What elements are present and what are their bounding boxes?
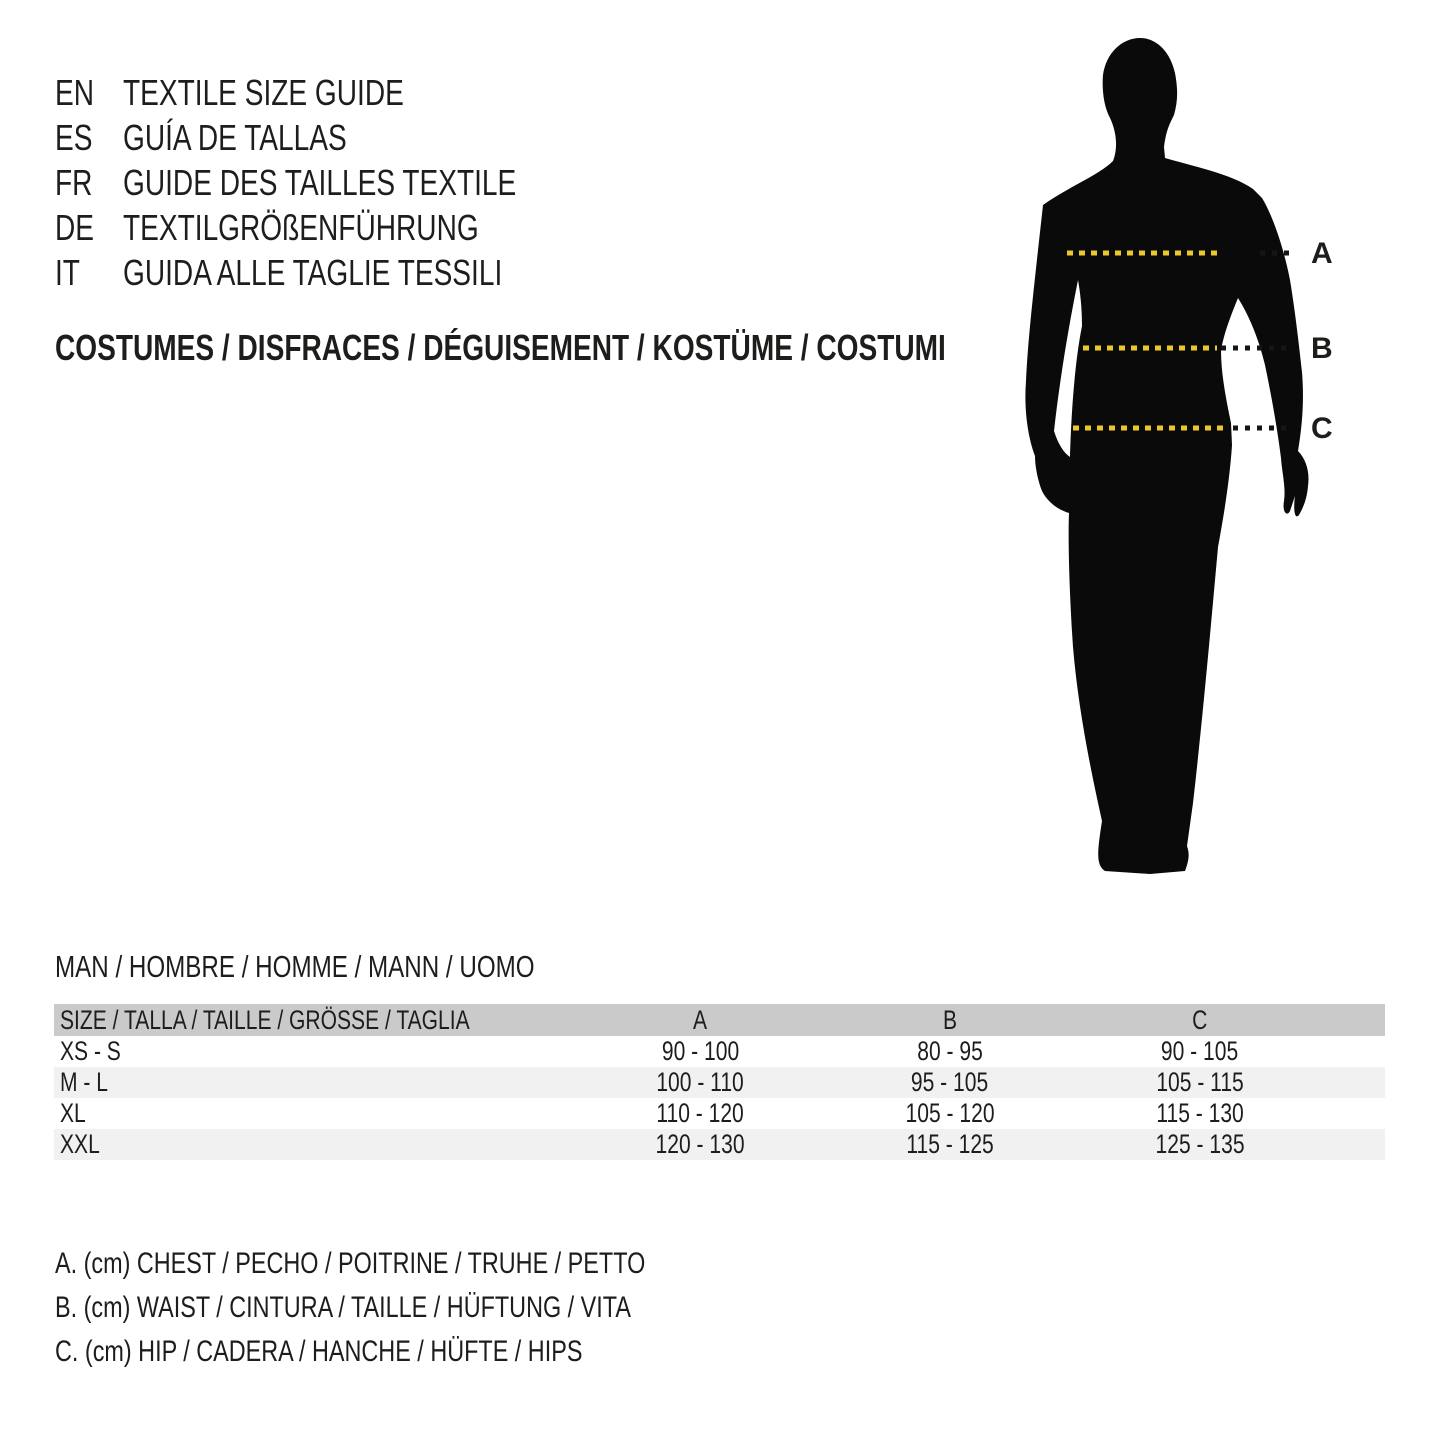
column-header-c: C (1192, 1005, 1208, 1035)
legend-line-waist: B. (cm) WAIST / CINTURA / TAILLE / HÜFTUNG / VITA (55, 1291, 631, 1324)
male-figure-diagram (990, 25, 1340, 905)
waist-range-cell: 115 - 125 (906, 1129, 994, 1159)
language-title-list (55, 70, 627, 295)
measurement-legend (55, 1242, 812, 1374)
legend-line-hip: C. (cm) HIP / CADERA / HANCHE / HÜFTE / HIPS (55, 1335, 583, 1368)
hip-range-cell: 105 - 115 (1156, 1067, 1244, 1097)
hip-marker-label: C (1311, 412, 1333, 445)
column-header-a: A (693, 1005, 708, 1035)
waist-marker-label: B (1311, 332, 1333, 365)
language-row-it (55, 250, 627, 295)
size-cell: XL (60, 1098, 86, 1128)
table-row-m-l (54, 1067, 1385, 1098)
language-code-en: EN (55, 72, 95, 113)
hip-range-cell: 115 - 130 (1156, 1098, 1244, 1128)
language-code-de: DE (55, 207, 95, 248)
size-cell: XS - S (60, 1036, 121, 1066)
language-row-de (55, 205, 627, 250)
chest-range-cell: 100 - 110 (656, 1067, 744, 1097)
section-heading-man: MAN / HOMBRE / HOMME / MANN / UOMO (55, 949, 535, 984)
hip-range-cell: 90 - 105 (1161, 1036, 1239, 1066)
legend-line-chest: A. (cm) CHEST / PECHO / POITRINE / TRUHE / PETTO (55, 1247, 646, 1280)
guide-title-de: TEXTILGRÖßENFÜHRUNG (123, 207, 479, 248)
waist-range-cell: 105 - 120 (905, 1098, 995, 1128)
hip-range-cell: 125 - 135 (1155, 1129, 1245, 1159)
language-code-fr: FR (55, 162, 93, 203)
column-header-b: B (942, 1005, 957, 1035)
language-code-es: ES (55, 117, 93, 158)
size-table-header-row (54, 1004, 1385, 1036)
language-row-fr (55, 160, 627, 205)
table-row-xs-s (54, 1036, 1385, 1067)
waist-range-cell: 95 - 105 (911, 1067, 989, 1097)
chest-range-cell: 120 - 130 (655, 1129, 745, 1159)
language-row-es (55, 115, 627, 160)
size-cell: M - L (60, 1067, 108, 1097)
chest-range-cell: 110 - 120 (656, 1098, 744, 1128)
guide-title-fr: GUIDE DES TAILLES TEXTILE (123, 162, 517, 203)
guide-title-es: GUÍA DE TALLAS (123, 117, 347, 158)
language-row-en (55, 70, 627, 115)
man-silhouette (1025, 38, 1308, 874)
table-row-xl (54, 1098, 1385, 1129)
category-heading: COSTUMES / DISFRACES / DÉGUISEMENT / KOSTÜME / COSTUMI (55, 327, 946, 368)
guide-title-it: GUIDA ALLE TAGLIE TESSILI (123, 252, 503, 293)
chest-range-cell: 90 - 100 (661, 1036, 739, 1066)
chest-marker-label: A (1311, 237, 1333, 270)
size-cell: XXL (60, 1129, 100, 1159)
size-table (54, 1004, 1385, 1160)
language-code-it: IT (55, 252, 80, 293)
waist-range-cell: 80 - 95 (917, 1036, 983, 1066)
guide-title-en: TEXTILE SIZE GUIDE (123, 72, 404, 113)
size-column-header: SIZE / TALLA / TAILLE / GRÖSSE / TAGLIA (60, 1005, 470, 1035)
table-row-xxl (54, 1129, 1385, 1160)
